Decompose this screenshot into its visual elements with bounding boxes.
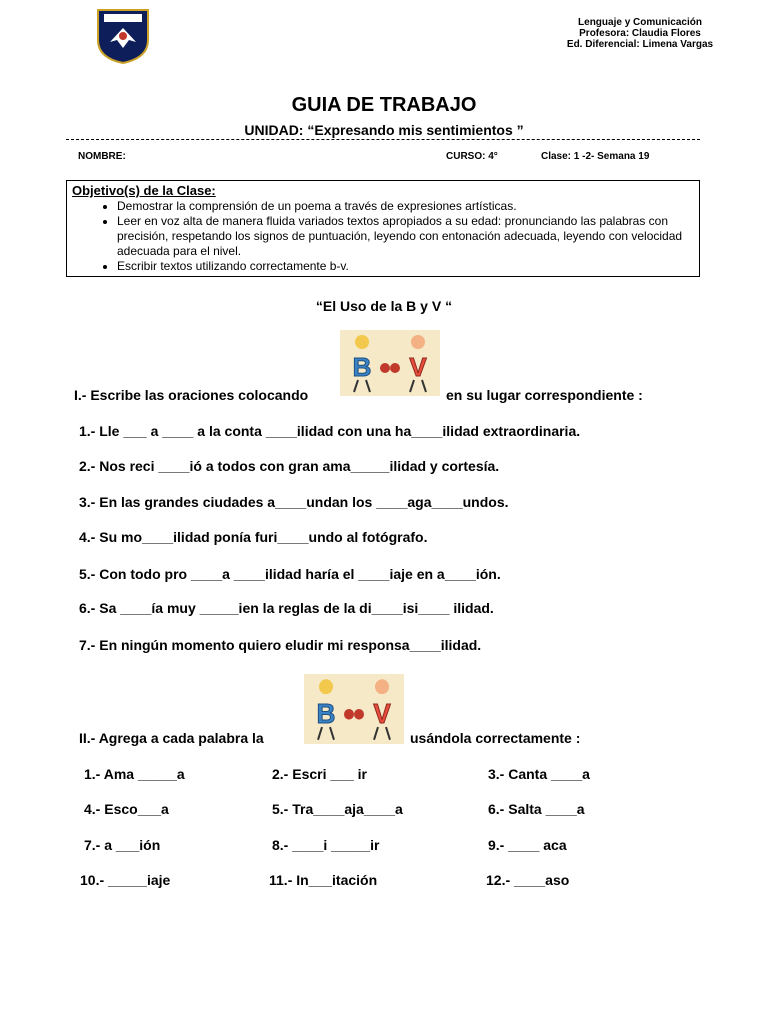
word-item: 8.- ____i _____ir [272,837,380,853]
class-label: Clase: 1 -2- Semana 19 [541,151,650,162]
sentence-5: 5.- Con todo pro ____a ____ilidad haría el ____iaje en a____ión. [79,566,501,582]
sentence-1: 1.- Lle ___ a ____ a la conta ____ilidad con una ha____ilidad extraordinaria. [79,423,581,439]
word-item: 7.- a ___ión [84,837,161,853]
school-logo [96,8,150,64]
word-item: 4.- Esco___a [84,801,169,817]
b-letter-glyph: B [316,698,336,729]
section1-instruction-end: en su lugar correspondiente : [446,387,643,403]
word-item: 5.- Tra____aja____a [272,801,403,817]
objective-item: • Leer en voz alta de manera fluida variados textos apropiados a su edad: pronunciando las palabras con precisión, respetando los signos de puntuación, leyendo con entonación adecuada, leyendo con velocidad adecuada para el nivel. [117,214,687,259]
sentence-3: 3.- En las grandes ciudades a____undan los ____aga____undos. [79,494,509,510]
b-and-v-illustration [340,330,440,396]
course-label: CURSO: 4° [446,151,498,162]
word-item: 1.- Ama _____a [84,766,185,782]
special-ed-text: Ed. Diferencial: Limena Vargas [566,39,714,50]
sentence-6: 6.- Sa ____ía muy _____ien la reglas de la di____isi____ ilidad. [79,600,494,616]
sentence-2: 2.- Nos reci ____ió a todos con gran ama_____ilidad y cortesía. [79,458,500,474]
v-letter-glyph: V [409,352,427,382]
objectives-heading: Objetivo(s) de la Clase: [72,183,216,198]
objective-item: • Demostrar la comprensión de un poema a través de expresiones artísticas. [117,199,687,214]
objectives-list [67,199,687,274]
unit-title: UNIDAD: “Expresando mis sentimientos ” [244,122,524,138]
sentence-4: 4.- Su mo____ilidad ponía furi____undo al fotógrafo. [79,529,428,545]
name-label: NOMBRE: [78,151,126,162]
sentence-7: 7.- En ningún momento quiero eludir mi responsa____ilidad. [79,637,482,653]
v-letter-glyph: V [373,698,391,729]
word-item: 11.- In___itación [269,872,378,888]
word-item: 6.- Salta ____a [488,801,585,817]
objectives-box [66,180,700,277]
subtitle: “El Uso de la B y V “ [315,298,453,314]
divider [66,139,700,140]
section2-instruction: II.- Agrega a cada palabra la [79,730,264,746]
page-title: GUIA DE TRABAJO [291,94,477,116]
b-and-v-illustration [304,674,404,744]
b-letter-glyph: B [352,352,372,382]
word-item: 10.- _____iaje [80,872,171,888]
section2-instruction-end: usándola correctamente : [410,730,581,746]
divider [66,276,700,277]
header-info [540,17,740,50]
word-item: 3.- Canta ____a [488,766,590,782]
subject-text: Lenguaje y Comunicación [578,17,702,28]
section1-instruction: I.- Escribe las oraciones colocando [74,387,309,403]
word-item: 9.- ____ aca [488,837,567,853]
word-item: 2.- Escri ___ ir [272,766,367,782]
teacher-text: Profesora: Claudia Flores [579,28,701,39]
word-item: 12.- ____aso [486,872,570,888]
objective-item: • Escribir textos utilizando correctamente b-v. [117,259,687,274]
